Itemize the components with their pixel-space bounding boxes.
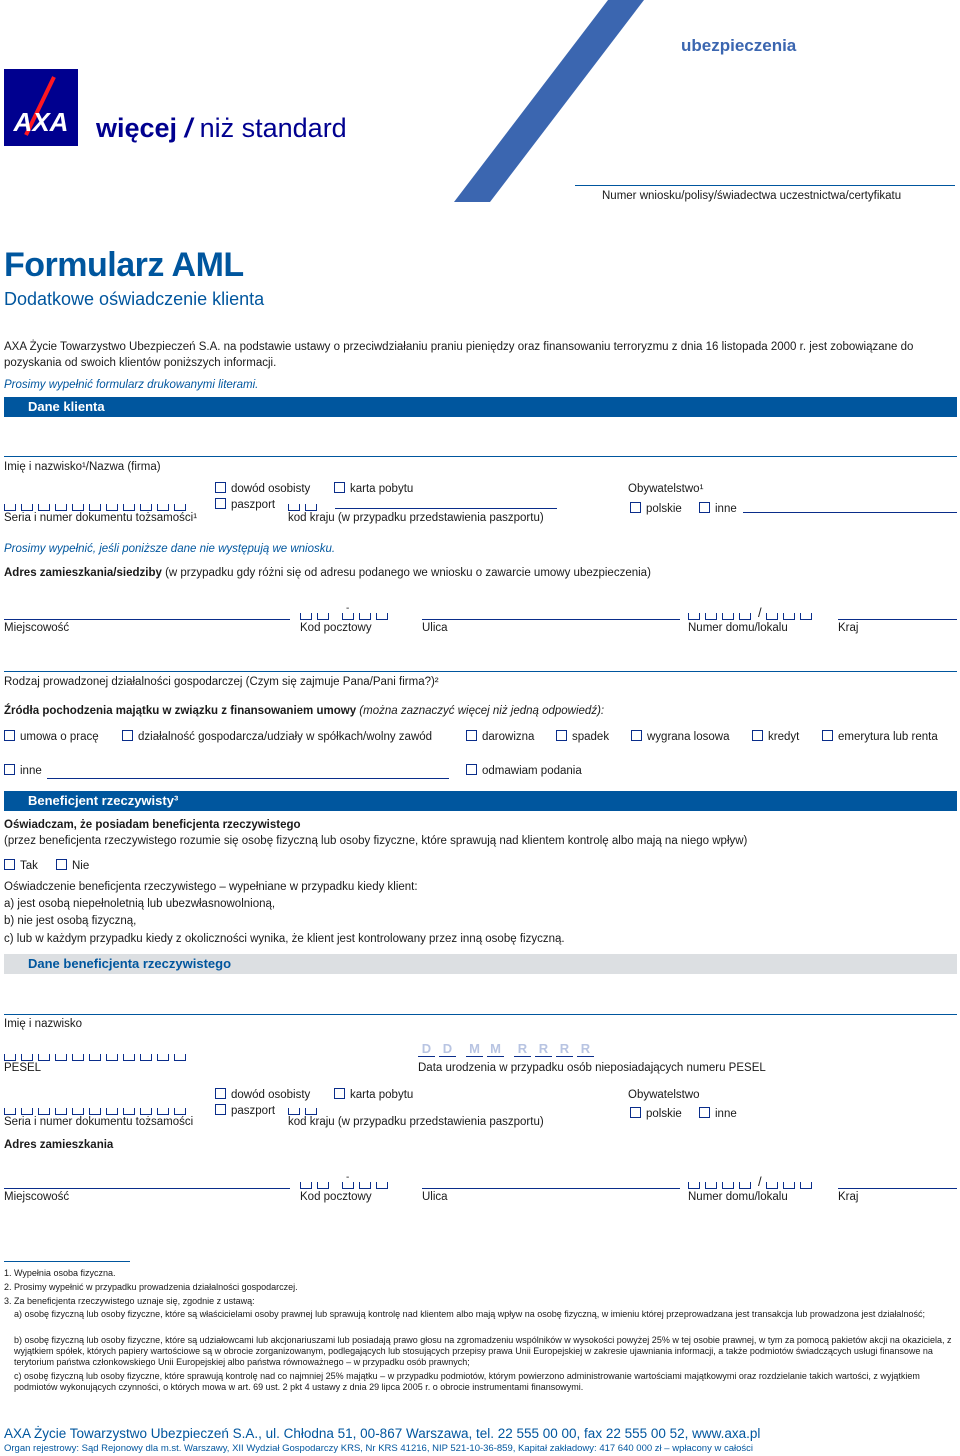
bdata-doc-residence-option[interactable]: karta pobytu xyxy=(334,1088,413,1101)
beneficiary-no[interactable]: Nie xyxy=(56,859,89,872)
client-doc-residence-option[interactable]: karta pobytu xyxy=(334,482,413,495)
section-client: Dane klienta xyxy=(4,397,957,417)
footnote-2: 2. Prosimy wypełnić w przypadku prowadzenia działalności gospodarczej. xyxy=(4,1282,298,1292)
footer-company: AXA Życie Towarzystwo Ubezpieczeń S.A., ul. Chłodna 51, 00-867 Warszawa, tel. 22 555 00 00, fax 22 555 00 52, www.axa.pl xyxy=(4,1426,761,1441)
source-lottery[interactable]: wygrana losowa xyxy=(631,730,729,743)
intro-text: AXA Życie Towarzystwo Ubezpieczeń S.A. na podstawie ustawy o przeciwdziałaniu praniu pieniędzy oraz finansowaniu terroryzmu z dnia 16 listopada 2000 r. jest zobowiązane do pozyskania od swoich klientów poniższych informacji. xyxy=(4,341,914,369)
house-slash: / xyxy=(758,605,762,620)
bdata-pesel-cells[interactable] xyxy=(4,1052,191,1061)
client-country-line[interactable] xyxy=(838,619,957,620)
checkbox-icon[interactable] xyxy=(334,482,345,493)
checkbox-icon[interactable] xyxy=(4,730,15,741)
client-citizenship-label: Obywatelstwo¹ xyxy=(628,483,704,495)
axa-logo-icon xyxy=(4,69,78,146)
checkbox-icon[interactable] xyxy=(630,502,641,513)
checkbox-icon[interactable] xyxy=(466,764,477,775)
source-employment[interactable]: umowa o pracę xyxy=(4,730,99,743)
bdata-city-line[interactable] xyxy=(4,1188,290,1189)
beneficiary-yes[interactable]: Tak xyxy=(4,859,38,872)
footnote-rule xyxy=(4,1261,130,1262)
checkbox-icon[interactable] xyxy=(699,502,710,513)
checkbox-icon[interactable] xyxy=(215,1088,226,1099)
checkbox-icon[interactable] xyxy=(822,730,833,741)
checkbox-icon[interactable] xyxy=(334,1088,345,1099)
house-slash: / xyxy=(758,1174,762,1189)
client-street-line[interactable] xyxy=(422,619,680,620)
bdata-country-code-cells[interactable] xyxy=(288,1106,322,1115)
client-country-code-label: kod kraju (w przypadku przedstawienia paszportu) xyxy=(288,512,544,524)
checkbox-icon[interactable] xyxy=(752,730,763,741)
bdata-citizenship-polish[interactable]: polskie xyxy=(630,1107,682,1120)
client-street-label: Ulica xyxy=(422,622,448,634)
diagonal-stripe xyxy=(450,0,650,202)
section-beneficiary: Beneficjent rzeczywisty³ xyxy=(4,791,957,811)
bdata-house-label: Numer domu/lokalu xyxy=(688,1191,788,1203)
bdata-postal-label: Kod pocztowy xyxy=(300,1191,372,1203)
client-citizenship-other[interactable]: inne xyxy=(699,502,737,515)
checkbox-icon[interactable] xyxy=(630,1107,641,1118)
bdata-citizenship-other[interactable]: inne xyxy=(699,1107,737,1120)
checkbox-icon[interactable] xyxy=(556,730,567,741)
cond-intro: Oświadczenie beneficjenta rzeczywistego – wypełniane w przypadku kiedy klient: xyxy=(4,881,418,893)
checkbox-icon[interactable] xyxy=(466,730,477,741)
client-doc-cells[interactable] xyxy=(4,502,191,511)
beneficiary-declare: Oświadczam, że posiadam beneficjenta rzeczywistego xyxy=(4,819,301,831)
bdata-pesel-label: PESEL xyxy=(4,1062,42,1074)
cond-a: a) jest osobą niepełnoletnią lub ubezwłasnowolnioną, xyxy=(4,898,276,910)
bdata-house-cells[interactable] xyxy=(688,1180,817,1189)
source-refuse[interactable]: odmawiam podania xyxy=(466,764,582,777)
checkbox-icon[interactable] xyxy=(56,859,67,870)
footnote-3b: b) osobę fizyczną lub osoby fizyczne, które są udziałowcami lub akcjonariuszami lub posiadają prawo głosu na zgromadzeniu wspólników w wysokości powyżej 25% w tej osobie prawnej, w tym za pomocą pakietów akcji na okaziciela, z wyjątkiem spółek, których papiery wartościowe są w obrocie zorganizowanym, podlegających lub stosujących przepisy prawa Unii Europejskiej w zakresie ujawniania informacji, a także podmiotów świadczących usługi finansowe na terytorium państwa członkowskiego Unii Europejskiej albo państwa równoważnego – w przypadku osób prawnych; xyxy=(14,1335,952,1367)
source-pension[interactable]: emerytura lub renta xyxy=(822,730,938,743)
bdata-doc-label: Seria i numer dokumentu tożsamości xyxy=(4,1116,194,1128)
source-donation[interactable]: darowizna xyxy=(466,730,534,743)
bdata-doc-cells[interactable] xyxy=(4,1106,191,1115)
activity-label: Rodzaj prowadzonej działalności gospodarczej (Czym się zajmuje Pana/Pani firma?)² xyxy=(4,676,439,688)
source-credit[interactable]: kredyt xyxy=(752,730,799,743)
client-passport-line[interactable] xyxy=(335,508,557,509)
svg-text:AXA: AXA xyxy=(13,107,69,137)
tagline xyxy=(96,113,347,144)
category-label: ubezpieczenia xyxy=(681,36,797,55)
bdata-country-code-label: kod kraju (w przypadku przedstawienia paszportu) xyxy=(288,1116,544,1128)
client-house-cells[interactable] xyxy=(688,611,817,620)
bdata-citizenship-label: Obywatelstwo xyxy=(628,1089,700,1101)
source-business[interactable]: działalność gospodarcza/udziały w spółkach/wolny zawód xyxy=(122,730,432,743)
bdata-country-label: Kraj xyxy=(838,1191,859,1203)
footnote-3: 3. Za beneficjenta rzeczywistego uznaje się, zgodnie z ustawą: xyxy=(4,1296,255,1306)
checkbox-icon[interactable] xyxy=(699,1107,710,1118)
checkbox-icon[interactable] xyxy=(215,482,226,493)
bdata-doc-passport-option[interactable]: paszport xyxy=(215,1104,275,1117)
bdata-name-line[interactable] xyxy=(4,1014,957,1015)
checkbox-icon[interactable] xyxy=(4,859,15,870)
activity-line[interactable] xyxy=(4,671,957,672)
bdata-street-line[interactable] xyxy=(422,1188,680,1189)
section-beneficiary-data: Dane beneficjenta rzeczywistego xyxy=(4,954,957,974)
checkbox-icon[interactable] xyxy=(631,730,642,741)
client-postal-label: Kod pocztowy xyxy=(300,622,372,634)
checkbox-icon[interactable] xyxy=(122,730,133,741)
client-doc-passport-option[interactable]: paszport xyxy=(215,498,275,511)
client-name-label: Imię i nazwisko¹/Nazwa (firma) xyxy=(4,461,161,473)
intro-note: Prosimy wypełnić formularz drukowanymi literami. xyxy=(4,379,259,391)
postal-dash: - xyxy=(346,1172,350,1183)
tagline-rest: niż standard xyxy=(199,113,347,143)
cond-b: b) nie jest osobą fizyczną, xyxy=(4,915,137,927)
source-other-line[interactable] xyxy=(47,778,449,779)
footnote-3c: c) osobę fizyczną lub osoby fizyczne, które sprawują kontrolę nad co najmniej 25% majątku – w przypadku podmiotów, którym powierzono administrowanie wartościami majątkowymi oraz rozdzielanie takich wartości, z wyjątkiem podmiotów wykonujących czynności, o których mowa w art. 69 ust. 2 pkt 4 ustawy z dnia 29 lipca 2005 r. o obrocie instrumentami finansowymi. xyxy=(14,1371,920,1392)
checkbox-icon[interactable] xyxy=(215,498,226,509)
bdata-doc-id-option[interactable]: dowód osobisty xyxy=(215,1088,310,1101)
cond-c: c) lub w każdym przypadku kiedy z okoliczności wynika, że klient jest kontrolowany przez inną osobę fizyczną. xyxy=(4,933,565,945)
client-city-line[interactable] xyxy=(4,619,290,620)
bdata-date-cells[interactable]: D D M M R R R R xyxy=(418,1041,594,1057)
client-fill-note: Prosimy wypełnić, jeśli poniższe dane nie występują we wniosku. xyxy=(4,543,336,555)
beneficiary-declare-note: (przez beneficjenta rzeczywistego rozumie się osobę fizyczną lub osoby fizyczne, które sprawują nad klientem kontrolę albo mają na niego wpływ) xyxy=(4,835,748,847)
client-citizenship-polish[interactable]: polskie xyxy=(630,502,682,515)
client-doc-id-option[interactable]: dowód osobisty xyxy=(215,482,310,495)
client-doc-label: Seria i numer dokumentu tożsamości¹ xyxy=(4,512,198,524)
checkbox-icon[interactable] xyxy=(4,764,15,775)
postal-dash: - xyxy=(346,603,350,614)
bdata-country-line[interactable] xyxy=(838,1188,957,1189)
tagline-slash: / xyxy=(184,113,193,143)
client-city-label: Miejscowość xyxy=(4,622,70,634)
source-other[interactable]: inne xyxy=(4,764,42,777)
client-country-label: Kraj xyxy=(838,622,859,634)
page-title: Formularz AML xyxy=(4,246,244,284)
bdata-city-label: Miejscowość xyxy=(4,1191,70,1203)
bdata-name-label: Imię i nazwisko xyxy=(4,1018,82,1030)
tagline-bold: więcej xyxy=(96,113,178,143)
footer-registry: Organ rejestrowy: Sąd Rejonowy dla m.st. Warszawy, XII Wydział Gospodarczy KRS, Nr KRS 41216, NIP 521-10-36-859, Kapitał zakładowy: 417 640 000 zł – wpłacony w całości xyxy=(4,1443,753,1454)
client-country-code-cells[interactable] xyxy=(288,502,322,511)
client-house-label: Numer domu/lokalu xyxy=(688,622,788,634)
page-subtitle: Dodatkowe oświadczenie klienta xyxy=(4,289,265,309)
sources-heading: Źródła pochodzenia majątku w związku z finansowaniem umowy (można zaznaczyć więcej niż jedną odpowiedź): xyxy=(4,705,605,717)
source-inheritance[interactable]: spadek xyxy=(556,730,609,743)
client-address-heading: Adres zamieszkania/siedziby (w przypadku gdy różni się od adresu podanego we wniosku o zawarcie umowy ubezpieczenia) xyxy=(4,567,651,579)
footnote-3a: a) osobę fizyczną lub osoby fizyczne, które są właścicielami osoby prawnej lub sprawują kontrolę nad klientem albo mają wpływ na osobę fizyczną, w imieniu której przeprowadzana jest transakcja lub prowadzona jest działalność; xyxy=(14,1309,925,1319)
bdata-address-label: Adres zamieszkania xyxy=(4,1139,114,1151)
footnote-1: 1. Wypełnia osoba fizyczna. xyxy=(4,1268,116,1278)
number-label: Numer wniosku/polisy/świadectwa uczestnictwa/certyfikatu xyxy=(602,190,902,202)
bdata-dob-label: Data urodzenia w przypadku osób nieposiadających numeru PESEL xyxy=(418,1062,766,1074)
name-line xyxy=(4,456,957,457)
number-line xyxy=(575,185,955,186)
axa-logo xyxy=(4,69,78,146)
checkbox-icon[interactable] xyxy=(215,1104,226,1115)
bdata-street-label: Ulica xyxy=(422,1191,448,1203)
client-citizenship-other-line[interactable] xyxy=(743,512,957,513)
